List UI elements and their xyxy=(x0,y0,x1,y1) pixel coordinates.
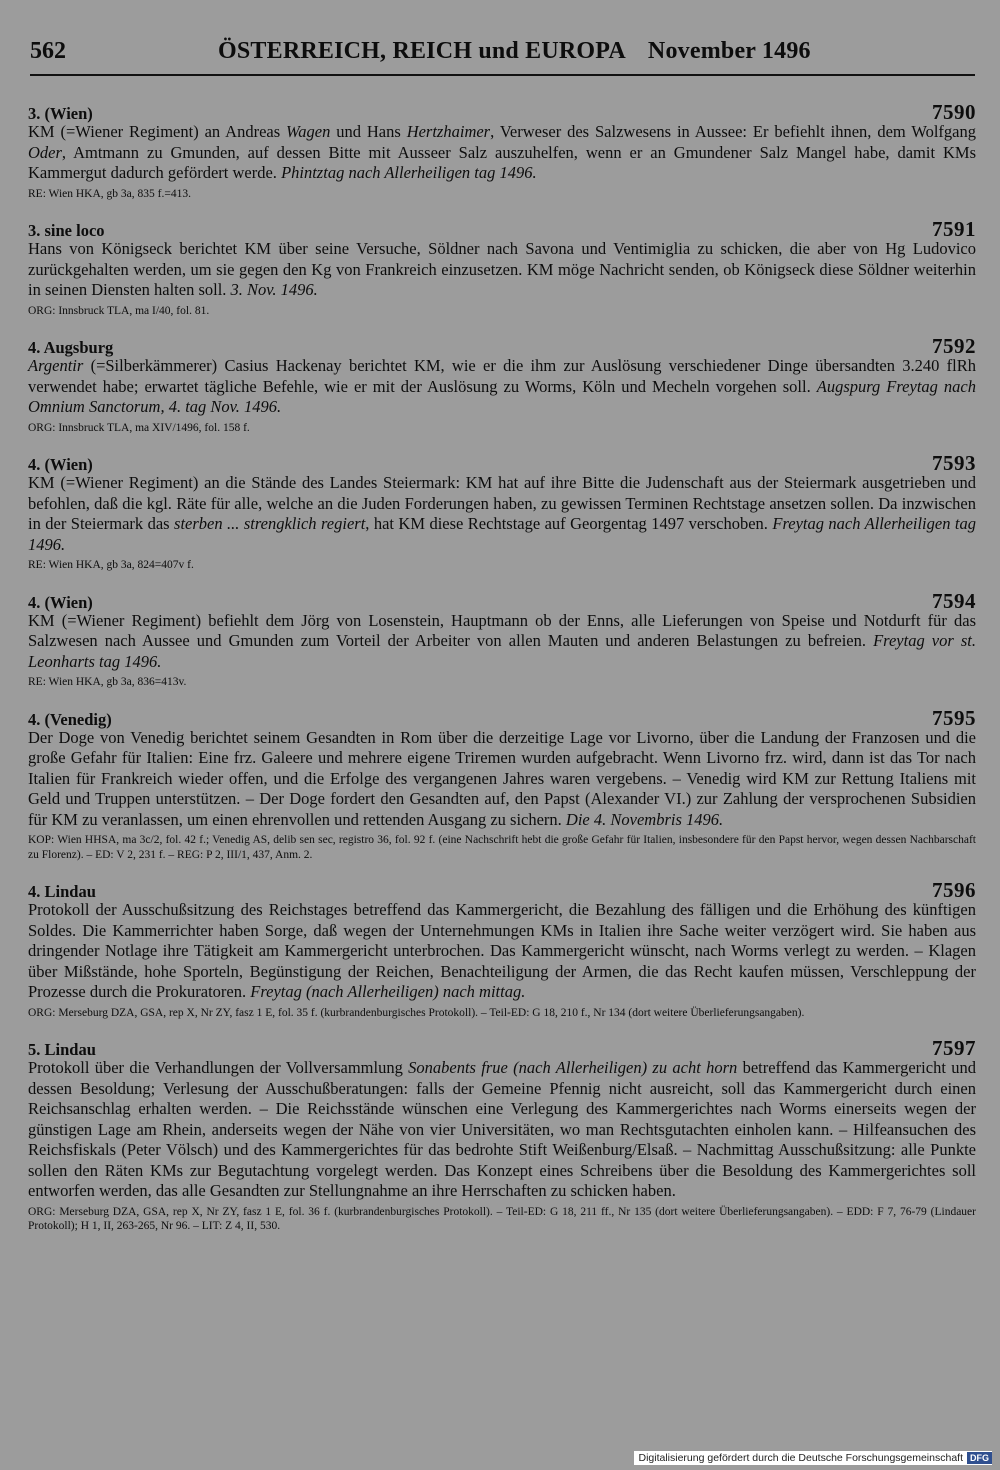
entry-number: 7593 xyxy=(932,451,976,475)
entry-header xyxy=(28,589,976,611)
entry-date: 5. Lindau xyxy=(28,1040,96,1059)
entry-text xyxy=(28,1058,976,1202)
text-segment: KM (=Wiener Regiment) an die Stände des Landes Steiermark: KM hat auf ihre Bitte die Judenschaft aus der Steiermark ausgetrieben und befohlen, daß die kgl. Räte für alle, welche an die Juden Forderungen haben, zu gewissen Terminen Rechtstage ansetzen sollen. Da inzwischen in der Steiermark das xyxy=(28,473,976,533)
text-segment: , hat KM diese Rechtstage auf Georgentag 1497 verschoben. xyxy=(365,514,773,533)
entry-7597 xyxy=(28,1036,976,1234)
entry-7591 xyxy=(28,217,976,318)
entry-7595 xyxy=(28,706,976,863)
italic-segment: Sonabents frue (nach Allerheiligen) zu acht horn xyxy=(408,1058,738,1077)
header-rule xyxy=(30,74,975,76)
italic-segment: Augspurg Freytag nach Omnium Sanctorum, 4. tag Nov. 1496. xyxy=(28,376,976,416)
entry-date: 4. Augsburg xyxy=(28,338,114,357)
text-segment: KM (=Wiener Regiment) befiehlt dem Jörg von Losenstein, Hauptmann ob der Enns, alle Lieferungen von Speise und Notdurft für das Salzwesen nach Aussee und Gmunden zum Vorteil der Arbeiter von allen Mauten und anderen Belastungen zu befreien. xyxy=(28,610,976,650)
entry-number: 7596 xyxy=(932,878,976,902)
dfg-logo-icon: DFG xyxy=(967,1452,992,1464)
entry-source: RE: Wien HKA, gb 3a, 835 f.=413. xyxy=(28,187,191,200)
entry-7590 xyxy=(28,100,976,201)
text-segment: , Amtmann zu Gmunden, auf dessen Bitte mit Ausseer Salz auszuhelfen, wenn er an Gmundener Salz Mangel habe, damit KMs Kammergut dadurch gefördert werde. xyxy=(28,142,976,182)
italic-segment: Hertzhaimer xyxy=(406,122,491,141)
entry-header xyxy=(28,334,976,356)
entry-date: 3. (Wien) xyxy=(28,104,93,123)
italic-segment: Die 4. Novembris 1496. xyxy=(565,809,724,829)
text-segment: , Verweser des Salzwesens in Aussee: Er befiehlt ihnen, dem Wolfgang xyxy=(490,122,976,141)
entry-text xyxy=(28,239,976,301)
italic-segment: Wagen xyxy=(286,122,331,141)
entry-source: RE: Wien HKA, gb 3a, 824=407v f. xyxy=(28,559,194,571)
running-date: November 1496 xyxy=(647,38,811,64)
entry-number: 7597 xyxy=(932,1036,976,1060)
footer-text: Digitalisierung gefördert durch die Deutsche Forschungsgemeinschaft xyxy=(638,1452,963,1464)
entry-text xyxy=(28,473,976,555)
entry-date: 4. Lindau xyxy=(28,882,96,901)
entry-date: 4. (Wien) xyxy=(28,592,93,612)
text-segment: (=Silberkämmerer) Casius Hackenay berichtet KM, wie er die ihm zur Auslösung verschiedener Dinge übersandten 3.240 flRh verwendet habe; erwartet tägliche Befehle, wie er mit der Auslösung zu Worms, Köln und Mecheln vorgehen soll. xyxy=(28,356,976,396)
italic-segment: Phintztag nach Allerheiligen tag 1496. xyxy=(281,163,537,182)
running-title-text: ÖSTERREICH, REICH und EUROPA xyxy=(218,38,626,64)
entry-text xyxy=(28,900,976,1003)
entry-number: 7592 xyxy=(932,334,976,358)
page-header xyxy=(30,38,975,74)
entry-header xyxy=(28,878,976,900)
entries-list xyxy=(28,100,976,1250)
entry-header xyxy=(28,706,976,728)
italic-segment: Freytag (nach Allerheiligen) nach mittag. xyxy=(250,982,526,1001)
italic-segment: Argentir xyxy=(28,356,84,375)
entry-header xyxy=(28,217,976,239)
entry-source: RE: Wien HKA, gb 3a, 836=413v. xyxy=(28,676,187,688)
entry-number: 7590 xyxy=(932,100,976,124)
running-title xyxy=(218,38,811,65)
entry-text xyxy=(28,122,976,184)
page-number: 562 xyxy=(30,38,66,64)
entry-source: KOP: Wien HHSA, ma 3c/2, fol. 42 f.; Venedig AS, delib sen sec, registro 36, fol. 92 f. (eine Nachschrift hebt die große Gefahr für Italien, insbesondere für den Papst hervor, wegen dessen Nachbarschaft zu Florenz). – ED: V 2, 231 f. – REG: P 2, III/1, 437, Anm. 2. xyxy=(28,834,976,861)
entry-source: ORG: Innsbruck TLA, ma I/40, fol. 81. xyxy=(28,304,210,317)
entry-date: 4. (Wien) xyxy=(28,455,93,474)
italic-segment: Freytag nach Allerheiligen tag 1496. xyxy=(28,514,976,554)
entry-number: 7594 xyxy=(932,588,976,613)
text-segment: Protokoll über die Verhandlungen der Vollversammlung xyxy=(28,1058,409,1077)
dfg-footer xyxy=(634,1451,992,1465)
entry-text xyxy=(28,356,976,418)
entry-7593 xyxy=(28,451,976,573)
italic-segment: Freytag vor st. Leonharts tag 1496. xyxy=(28,631,977,671)
text-segment: Protokoll der Ausschußsitzung des Reichstages betreffend das Kammergericht, die Bezahlung des fälligen und die Erhöhung des künftigen Soldes. Die Kammerrichter haben Sorge, daß wegen der Unternehmungen KMs in Italien ihre Sache weiter verzögert wird. Sie haben aus dringender Notlage ihre Tätigkeit am Kammergericht unterbrochen. Das Kammergericht wünscht, nach Worms verlegt zu werden. – Klagen über Mißstände, hohe Sporteln, Begünstigung der Reichen, Benachteiligung der Armen, die das Recht kaufen müssen, Verschleppung der Prozesse durch die Prokuratoren. xyxy=(28,900,976,1001)
entry-source: ORG: Innsbruck TLA, ma XIV/1496, fol. 158 f. xyxy=(28,421,250,434)
entry-text xyxy=(28,611,976,673)
entry-7592 xyxy=(28,334,976,435)
entry-7596 xyxy=(28,878,976,1020)
entry-date: 4. (Venedig) xyxy=(28,709,112,729)
entry-7594 xyxy=(28,589,976,690)
entry-source: ORG: Merseburg DZA, GSA, rep X, Nr ZY, fasz 1 E, fol. 36 f. (kurbrandenburgisches Protokoll). – Teil-ED: G 18, 211 ff., Nr 135 (dort weitere Überlieferungsangaben). – EDD: F 7, 76-79 (Lindauer Protokoll); H 1, II, 263-265, Nr 96. – LIT: Z 4, II, 530. xyxy=(28,1205,976,1232)
text-segment: betreffend das Kammergericht und dessen Besoldung; Verlesung der Ausschußberatungen: falls der Gemeine Pfennig nicht ausreicht, soll das Kammergericht durch einen Reichsanschlag erhalten werden. – Die Reichsstände wünschen eine Verlegung des Kammergerichtes nach Worms einerseits wegen der günstigen Lage am Rhein, anderseits wegen der Nähe von vier Universitäten, wo man Rechtsgutachten einholen kann. – Hilfeansuchen des Reichsfiskals (Peter Völsch) und des Kammergerichtes für das bedrohte Stift Weißenburg/Elsaß. – Nachmittag Ausschußsitzung: alle Punkte sollen den Räten KMs zur Begutachtung vorgelegt werden. Das Konzept eines Schreibens über die Besoldung des Kammergerichtes soll entworfen werden, das alle Gesandten zur Stellungnahme an ihre Herrschaften zu schicken haben. xyxy=(28,1058,976,1200)
italic-segment: sterben ... strengklich regiert xyxy=(174,514,366,533)
entry-date: 3. sine loco xyxy=(28,221,105,240)
entry-header xyxy=(28,100,976,122)
italic-segment: Oder xyxy=(28,142,62,162)
entry-number: 7591 xyxy=(932,217,976,241)
entry-text xyxy=(28,728,976,831)
entry-header xyxy=(28,1036,976,1058)
entry-header xyxy=(28,451,976,473)
text-segment: Hans von Königseck berichtet KM über seine Versuche, Söldner nach Savona und Ventimiglia zu schicken, die aber von Hg Ludovico zurückgehalten werden, um sie gegen den Kg von Frankreich einzusetzen. KM möge Nachricht senden, ob Königseck diese Söldner weiterhin in seinen Diensten halten soll. xyxy=(28,239,976,299)
italic-segment: 3. Nov. 1496. xyxy=(230,280,318,299)
text-segment: Der Doge von Venedig berichtet seinem Gesandten in Rom über die derzeitige Lage vor Livorno, über die Landung der Franzosen und die große Gefahr für Italien: Eine frz. Galeere und mehrere eigene Triremen wurden aufgebracht. Wenn Livorno frz. wird, dann ist das Tor nach Italien für Frankreich wieder offen, und die Erfolge des vergangenen Jahres waren vergebens. – Venedig wird KM zur Rettung Italiens mit Geld und Truppen unterstützen. – Der Doge fordert den Gesandten auf, den Papst (Alexander VI.) zur Zahlung der versprochenen Subsidien für KM zu veranlassen, um einen ehrenvollen und rettenden Ausgang zu sichern. xyxy=(28,727,976,829)
text-segment: und Hans xyxy=(330,122,407,141)
text-segment: KM (=Wiener Regiment) an Andreas xyxy=(28,122,287,141)
entry-source: ORG: Merseburg DZA, GSA, rep X, Nr ZY, fasz 1 E, fol. 35 f. (kurbrandenburgisches Protokoll). – Teil-ED: G 18, 210 f., Nr 134 (dort weitere Überlieferungsangaben). xyxy=(28,1006,805,1019)
entry-number: 7595 xyxy=(932,705,976,730)
